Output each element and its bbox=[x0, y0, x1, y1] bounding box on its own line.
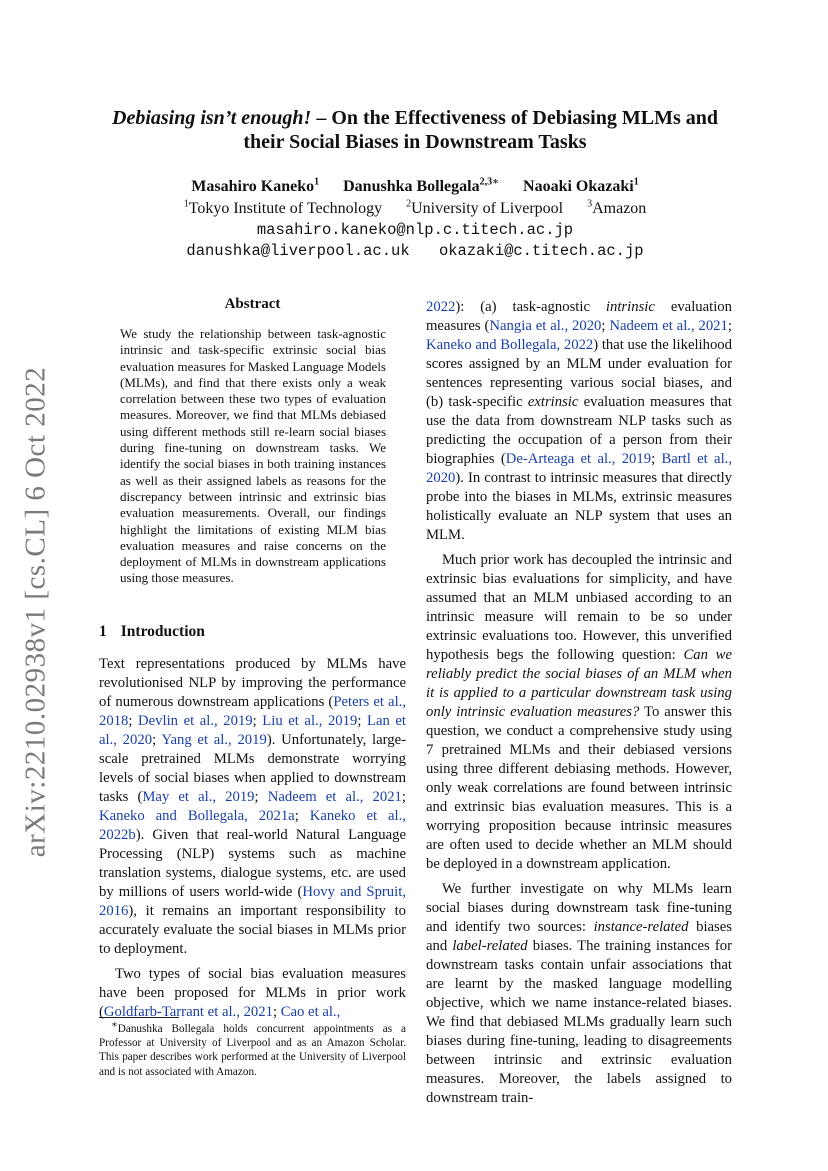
citation-link[interactable]: Kaneko et al., 2022b bbox=[99, 808, 406, 843]
citation-link[interactable]: May et al., 2019 bbox=[142, 789, 255, 805]
right-column-body bbox=[426, 298, 732, 1108]
intro-paragraph-2 bbox=[99, 965, 406, 1022]
citation-link[interactable]: Goldfarb-Tarrant et al., 2021 bbox=[103, 1004, 273, 1020]
text-run: ). Unfortunately, large-scale pretrained MLMs demonstrate worrying levels of social biases when applied to downstream tasks ( bbox=[99, 732, 406, 805]
citation-link[interactable]: Cao et al., bbox=[280, 1004, 341, 1020]
abstract-heading: Abstract bbox=[224, 296, 281, 312]
text-run: ; bbox=[252, 713, 263, 729]
author-3-sup: 1 bbox=[633, 176, 639, 188]
affiliation-2-name: University of Liverpool bbox=[411, 200, 564, 217]
text-run: ; bbox=[727, 318, 732, 334]
emphasis: Can we reliably predict the social biases of an MLM when it is applied to a particular downstream task using only intrinsic evaluation measures? bbox=[426, 647, 732, 720]
text-run: Much prior work has decoupled the intrinsic and extrinsic bias evaluations for simplicity, and have assumed that an MLM unbiased according to an intrinsic measure will remain to be so under extrinsic evaluations too. However, this unverified hypothesis begs the following question: bbox=[426, 552, 732, 663]
email-okazaki[interactable]: okazaki@c.titech.ac.jp bbox=[438, 242, 644, 260]
author-3 bbox=[523, 178, 639, 195]
citation-link[interactable]: Kaneko and Bollegala, 2021a bbox=[99, 808, 295, 824]
email-line-1 bbox=[90, 220, 740, 241]
text-run: ; bbox=[601, 318, 610, 334]
text-run: ). Given that real-world Natural Language Processing (NLP) systems such as machine translation systems, dialogue systems, etc. are used by millions of users world-wide ( bbox=[99, 827, 406, 900]
author-block bbox=[90, 176, 740, 262]
author-1-sup: 1 bbox=[314, 176, 320, 188]
footnote-rule bbox=[99, 1017, 179, 1018]
citation-link[interactable]: Bartl et al., 2020 bbox=[426, 451, 732, 486]
text-run: evaluation measures that use the data from downstream NLP tasks such as predicting the occupation of a person from their biographies ( bbox=[426, 394, 732, 467]
text-run: biases and bbox=[426, 919, 732, 954]
intro-paragraph-1 bbox=[99, 655, 406, 959]
right-paragraph-1 bbox=[426, 298, 732, 545]
citation-link[interactable]: Liu et al., 2019 bbox=[262, 713, 358, 729]
text-run: ; bbox=[254, 789, 268, 805]
text-run: ). In contrast to intrinsic measures that directly probe into the biases in MLMs, extrinsic measures holistically evaluate an NLP system that uses an MLM. bbox=[426, 470, 732, 543]
text-run: ) that use the likelihood scores assigned by an MLM under evaluation for sentences representing various social biases, and (b) task-specific bbox=[426, 337, 732, 410]
affiliation-1-name: Tokyo Institute of Technology bbox=[188, 200, 383, 217]
affiliation-3-name: Amazon bbox=[592, 200, 647, 217]
citation-link[interactable]: Lan et al., 2020 bbox=[99, 713, 406, 748]
citation-link[interactable]: Nadeem et al., 2021 bbox=[609, 318, 728, 334]
abstract-text: We study the relationship between task-agnostic intrinsic and task-specific extrinsic social bias evaluation measures for Masked Language Models (MLMs), and find that there exists only a weak correlation between these two types of evaluation measures. Moreover, we find that MLMs debiased using different methods still re-learn social biases during fine-tuning on downstream tasks. We identify the social biases in both training instances as well as their assigned labels as reasons for the discrepancy between intrinsic and extrinsic bias evaluation measurements. Overall, our findings highlight the limitations of existing MLM bias evaluation measures and raise concerns on the deployment of MLMs in downstream applications using those measures. bbox=[120, 326, 386, 586]
emphasis: instance-related bbox=[593, 919, 689, 935]
title-rest: – On the Effectiveness of Debiasing MLMs and their Social Biases in Downstream Tasks bbox=[243, 107, 718, 153]
text-run: Two types of social bias evaluation measures have been proposed for MLMs in prior work ( bbox=[99, 966, 406, 1020]
citation-link[interactable]: Devlin et al., 2019 bbox=[138, 713, 253, 729]
footnote-mark: ∗ bbox=[111, 1019, 118, 1031]
text-run: ; bbox=[401, 789, 406, 805]
citation-link[interactable]: Kaneko and Bollegala, 2022 bbox=[426, 337, 594, 353]
author-3-name: Naoaki Okazaki bbox=[523, 178, 634, 195]
text-run: ; bbox=[651, 451, 662, 467]
footnote bbox=[99, 1019, 406, 1079]
author-names bbox=[90, 176, 740, 198]
author-2-sup: 2,3∗ bbox=[479, 176, 500, 188]
text-run: ; bbox=[294, 808, 310, 824]
section-title: Introduction bbox=[120, 623, 205, 640]
title-italic: Debiasing isn’t enough! bbox=[112, 107, 312, 129]
citation-link[interactable]: Hovy and Spruit, 2016 bbox=[99, 884, 406, 919]
text-run: ; bbox=[128, 713, 139, 729]
affiliation-3-sup: 3 bbox=[587, 198, 593, 210]
text-run: ; bbox=[272, 1004, 281, 1020]
citation-link[interactable]: Nangia et al., 2020 bbox=[489, 318, 602, 334]
text-run: ; bbox=[357, 713, 367, 729]
email-line-2 bbox=[90, 241, 740, 262]
left-column-body bbox=[99, 655, 406, 1022]
affiliations bbox=[90, 198, 740, 220]
section-number: 1 bbox=[99, 623, 107, 640]
right-paragraph-2 bbox=[426, 551, 732, 874]
arxiv-identifier: arXiv:2210.02938v1 [cs.CL] 6 Oct 2022 bbox=[19, 366, 52, 858]
text-run: ), it remains an important responsibility to accurately evaluate the social biases in MLMs prior to deployment. bbox=[99, 903, 406, 957]
text-run: We further investigate on why MLMs learn social biases during downstream task fine-tuning and identify two sources: bbox=[426, 881, 732, 935]
author-2 bbox=[343, 178, 499, 195]
author-1-name: Masahiro Kaneko bbox=[191, 178, 315, 195]
text-run: ; bbox=[152, 732, 162, 748]
arxiv-identifier-sidebar bbox=[16, 366, 56, 858]
text-run: To answer this question, we conduct a comprehensive study using 7 pretrained MLMs and their debiased versions using three different debiasing methods. However, only weak correlations are found between intrinsic and extrinsic bias evaluation measures. This is a worrying proposition because intrinsic measures are often used to decide whether an MLM should be deployed in a downstream application. bbox=[426, 704, 732, 872]
affiliation-3 bbox=[587, 200, 646, 217]
affiliation-1-sup: 1 bbox=[183, 198, 189, 210]
citation-link[interactable]: De-Arteaga et al., 2019 bbox=[505, 451, 652, 467]
citation-link[interactable]: Nadeem et al., 2021 bbox=[267, 789, 402, 805]
author-2-name: Danushka Bollegala bbox=[343, 178, 480, 195]
citation-link[interactable]: Yang et al., 2019 bbox=[161, 732, 267, 748]
author-1 bbox=[191, 178, 319, 195]
text-run: ): (a) task-agnostic bbox=[455, 299, 606, 315]
footnote-text: Danushka Bollegala holds concurrent appointments as a Professor at University of Liverpool and as an Amazon Scholar. This paper describes work performed at the University of Liverpool and is not associated with Amazon. bbox=[99, 1023, 406, 1078]
emphasis: intrinsic bbox=[605, 299, 655, 315]
email-bollegala[interactable]: danushka@liverpool.ac.uk bbox=[186, 242, 410, 260]
text-run: Text representations produced by MLMs have revolutionised NLP by improving the performance of numerous downstream applications ( bbox=[99, 656, 406, 710]
right-paragraph-3 bbox=[426, 880, 732, 1108]
text-run: evaluation measures ( bbox=[426, 299, 732, 334]
section-heading bbox=[99, 623, 205, 641]
emphasis: extrinsic bbox=[527, 394, 579, 410]
affiliation-2-sup: 2 bbox=[406, 198, 412, 210]
citation-link[interactable]: 2022 bbox=[426, 299, 456, 315]
email-kaneko[interactable]: masahiro.kaneko@nlp.c.titech.ac.jp bbox=[256, 221, 574, 239]
paper-title bbox=[90, 106, 740, 154]
affiliation-2 bbox=[406, 200, 563, 217]
emphasis: label-related bbox=[452, 938, 528, 954]
citation-link[interactable]: Peters et al., 2018 bbox=[99, 694, 406, 729]
affiliation-1 bbox=[184, 200, 382, 217]
text-run: biases. The training instances for downstream tasks contain unfair associations that are learnt by the masked language modelling objective, which we name instance-related biases. We find that debiased MLMs gradually learn such biases during fine-tuning, leading to disagreements between intrinsic and extrinsic evaluation measures. Moreover, the labels assigned to downstream train- bbox=[426, 938, 732, 1106]
